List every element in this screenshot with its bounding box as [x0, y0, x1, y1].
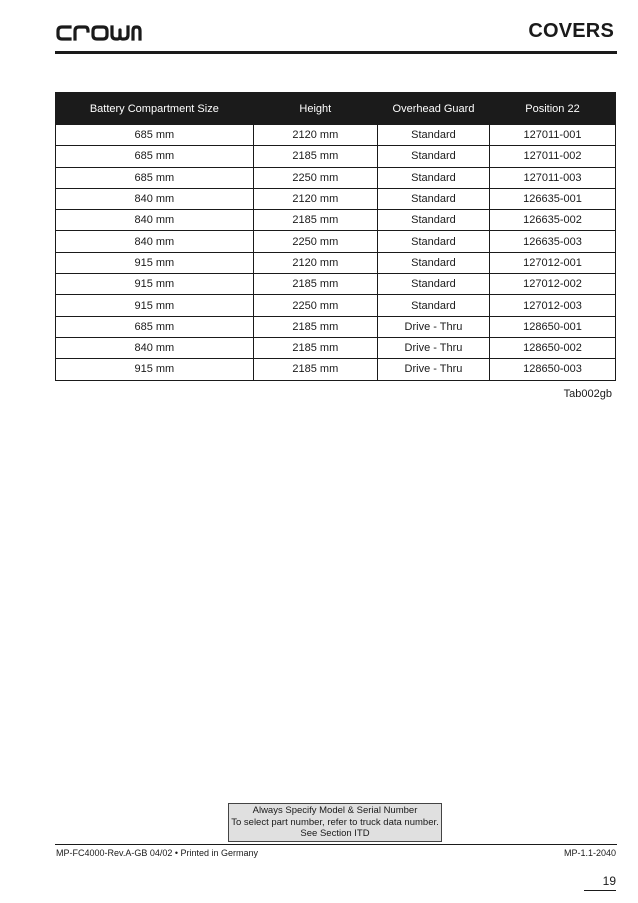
table-row	[56, 295, 616, 316]
overhead-guard-cell: Standard	[377, 274, 489, 295]
overhead-guard-cell: Drive - Thru	[377, 359, 489, 380]
battery-size-cell: 915 mm	[56, 274, 254, 295]
battery-size-cell: 840 mm	[56, 210, 254, 231]
overhead-guard-cell: Drive - Thru	[377, 337, 489, 358]
battery-size-cell: 685 mm	[56, 146, 254, 167]
table-row	[56, 146, 616, 167]
height-cell: 2185 mm	[253, 359, 377, 380]
height-cell: 2120 mm	[253, 125, 377, 146]
battery-size-cell: 840 mm	[56, 188, 254, 209]
overhead-guard-cell: Standard	[377, 125, 489, 146]
height-cell: 2120 mm	[253, 188, 377, 209]
table-row	[56, 274, 616, 295]
overhead-guard-cell: Standard	[377, 252, 489, 273]
height-cell: 2120 mm	[253, 252, 377, 273]
notice-box	[228, 803, 442, 842]
height-cell: 2185 mm	[253, 337, 377, 358]
table-reference: Tab002gb	[563, 388, 612, 400]
part-number-cell: 127011-002	[489, 146, 615, 167]
table-row	[56, 231, 616, 252]
part-number-cell: 126635-003	[489, 231, 615, 252]
part-number-cell: 126635-002	[489, 210, 615, 231]
overhead-guard-cell: Standard	[377, 167, 489, 188]
table-row	[56, 359, 616, 380]
column-header: Height	[253, 93, 377, 125]
part-number-cell: 127012-002	[489, 274, 615, 295]
table-row	[56, 252, 616, 273]
overhead-guard-cell: Standard	[377, 295, 489, 316]
notice-line: See Section ITD	[300, 828, 370, 839]
battery-size-cell: 840 mm	[56, 231, 254, 252]
battery-size-cell: 915 mm	[56, 295, 254, 316]
battery-size-cell: 915 mm	[56, 252, 254, 273]
overhead-guard-cell: Standard	[377, 146, 489, 167]
table-row	[56, 316, 616, 337]
overhead-guard-cell: Standard	[377, 188, 489, 209]
crown-logo	[56, 24, 142, 42]
page-number: 19	[602, 874, 616, 888]
height-cell: 2185 mm	[253, 146, 377, 167]
battery-size-cell: 915 mm	[56, 359, 254, 380]
footer-rule	[55, 844, 617, 845]
height-cell: 2250 mm	[253, 295, 377, 316]
battery-size-cell: 840 mm	[56, 337, 254, 358]
part-number-cell: 127011-001	[489, 125, 615, 146]
column-header: Battery Compartment Size	[56, 93, 254, 125]
overhead-guard-cell: Standard	[377, 231, 489, 252]
part-number-cell: 127011-003	[489, 167, 615, 188]
footer-section-id: MP-1.1-2040	[563, 848, 616, 858]
overhead-guard-cell: Standard	[377, 210, 489, 231]
table-row	[56, 167, 616, 188]
part-number-cell: 127012-001	[489, 252, 615, 273]
height-cell: 2185 mm	[253, 274, 377, 295]
table-row	[56, 337, 616, 358]
table-header-row	[56, 93, 616, 125]
column-header: Position 22	[489, 93, 615, 125]
header-rule	[55, 51, 617, 54]
part-number-cell: 128650-003	[489, 359, 615, 380]
part-number-cell: 128650-001	[489, 316, 615, 337]
height-cell: 2185 mm	[253, 316, 377, 337]
height-cell: 2185 mm	[253, 210, 377, 231]
height-cell: 2250 mm	[253, 231, 377, 252]
column-header: Overhead Guard	[377, 93, 489, 125]
part-number-cell: 128650-002	[489, 337, 615, 358]
part-number-cell: 127012-003	[489, 295, 615, 316]
battery-size-cell: 685 mm	[56, 167, 254, 188]
battery-size-cell: 685 mm	[56, 316, 254, 337]
parts-table	[55, 92, 616, 381]
page-title: COVERS	[528, 20, 614, 42]
notice-line: To select part number, refer to truck data number.	[231, 816, 439, 828]
table-row	[56, 210, 616, 231]
notice-line: Always Specify Model & Serial Number	[252, 805, 418, 816]
battery-size-cell: 685 mm	[56, 125, 254, 146]
table-row	[56, 125, 616, 146]
page-number-rule	[584, 890, 616, 891]
part-number-cell: 126635-001	[489, 188, 615, 209]
overhead-guard-cell: Drive - Thru	[377, 316, 489, 337]
footer-document-id: MP-FC4000-Rev.A-GB 04/02 • Printed in Germany	[56, 848, 259, 858]
height-cell: 2250 mm	[253, 167, 377, 188]
table-row	[56, 188, 616, 209]
